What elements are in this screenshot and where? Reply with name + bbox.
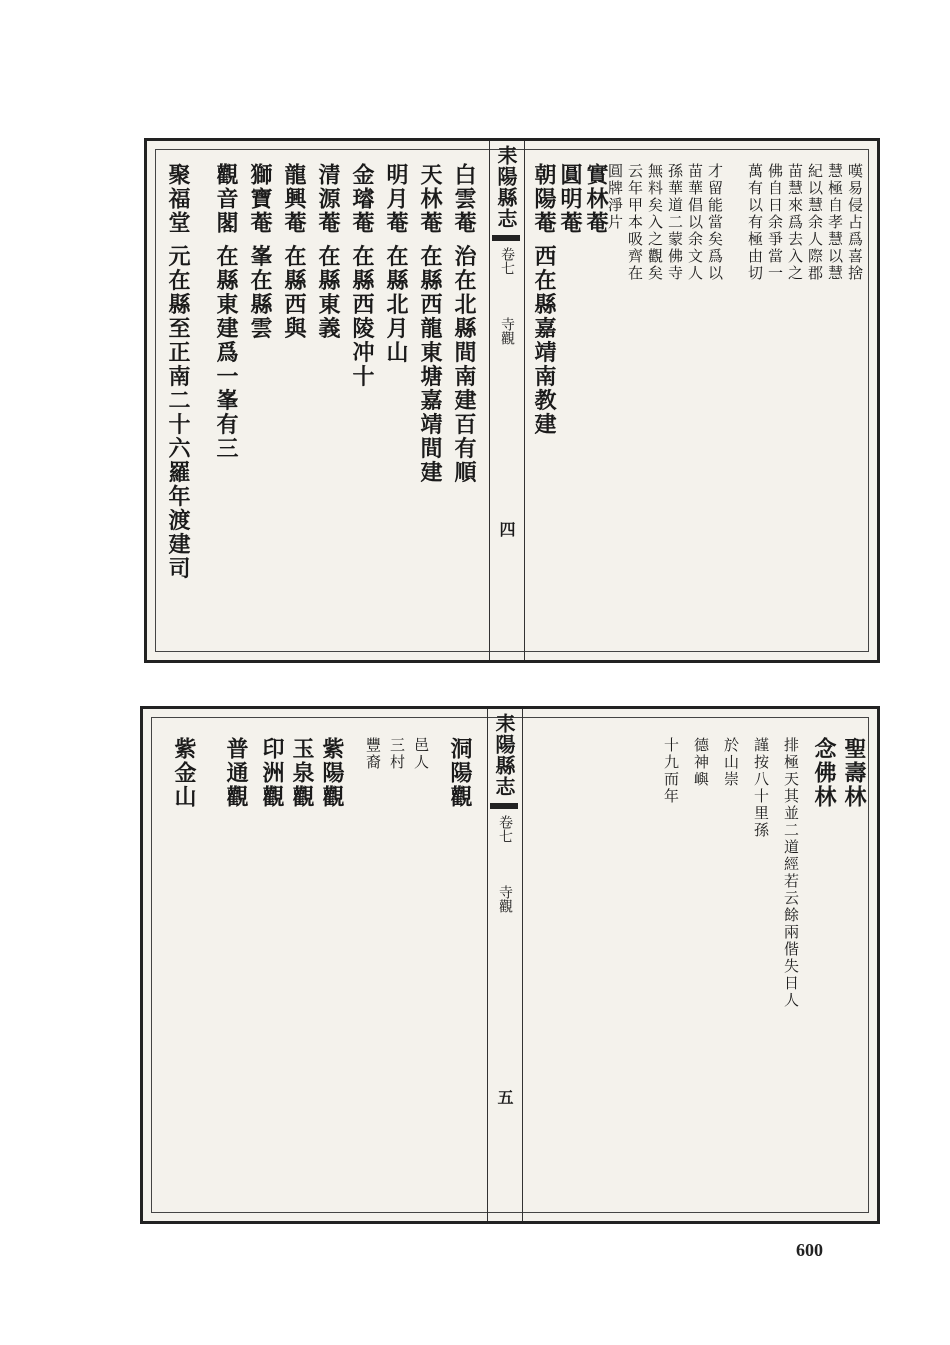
bottom-left-col: 邑人 <box>412 737 430 771</box>
bottom-entry-zijinshan: 紫金山 <box>171 737 197 809</box>
bottom-band-section: 寺觀 <box>497 885 513 913</box>
top-fish-tail-mark <box>492 235 520 241</box>
top-entry-baiyun: 白雲菴 治在北縣間南建百有順 <box>451 163 477 485</box>
top-right-col: 才留能當矣爲以 <box>706 163 724 282</box>
top-heading-chaoyang: 朝陽菴 西在縣嘉靖南教建 <box>531 163 557 437</box>
top-center-band <box>489 141 525 660</box>
top-heading-shilin: 實林菴 <box>583 163 609 235</box>
bottom-band-juan: 卷七 <box>497 815 513 843</box>
bottom-heading-shengshou: 聖壽林 <box>841 737 867 809</box>
bottom-entry-yinzhou: 印洲觀 <box>259 737 285 809</box>
top-entry-mingyue: 明月菴 在縣北月山 <box>383 163 409 365</box>
top-entry-qingyuan: 清源菴 在縣東義 <box>315 163 341 341</box>
top-entry-guanyin: 觀音閣 在縣東建爲一峯有三 <box>213 163 239 461</box>
top-entry-tianlin: 天林菴 在縣西龍東塘嘉靖間建 <box>417 163 443 485</box>
top-band-title: 耒陽縣志 <box>494 145 518 229</box>
bottom-entry-ziyang: 紫陽觀 <box>319 737 345 809</box>
top-right-col: 佛自日余爭當一 <box>766 163 784 282</box>
top-right-col: 紀以慧余人際郡 <box>806 163 824 282</box>
top-right-col: 苗慧來爲去入之 <box>786 163 804 282</box>
bottom-fish-tail-mark <box>490 803 518 809</box>
bottom-entry-dongyang: 洞陽觀 <box>447 737 473 809</box>
top-right-col: 圓牌淨片 <box>606 163 624 231</box>
top-band-juan: 卷七 <box>499 247 515 275</box>
top-right-col: 孫華道二蒙佛寺 <box>666 163 684 282</box>
top-band-page-number: 四 <box>497 521 516 537</box>
bottom-right-col: 十九而年 <box>662 737 680 805</box>
top-right-col: 慧極自孝慧以慧 <box>826 163 844 282</box>
top-right-col: 嘆易侵占爲喜捨 <box>846 163 864 282</box>
top-heading-yuanming: 圓明菴 <box>557 163 583 235</box>
top-right-col: 萬有以有極由切 <box>746 163 764 282</box>
top-entry-shibao: 獅寶菴 峯在縣雲 <box>247 163 273 341</box>
bottom-entry-putong: 普通觀 <box>223 737 249 809</box>
bottom-heading-nianfo: 念佛林 <box>811 737 837 809</box>
bottom-right-col: 德神嶼 <box>692 737 710 788</box>
bottom-left-col: 三村 <box>388 737 406 771</box>
top-right-col: 云年甲本吸齊在 <box>626 163 644 282</box>
bottom-right-col: 謹按八十里孫 <box>752 737 770 839</box>
bottom-right-col: 於山崇 <box>722 737 740 788</box>
bottom-left-col: 豐裔 <box>364 737 382 771</box>
bottom-band-page-number: 五 <box>495 1089 514 1105</box>
page-bottom <box>140 706 880 1224</box>
top-entry-jinxuan: 金璿菴 在縣西陵冲十 <box>349 163 375 389</box>
bottom-band-title: 耒陽縣志 <box>492 713 516 797</box>
folio-page-number: 600 <box>796 1240 823 1260</box>
page-top <box>144 138 880 663</box>
bottom-center-band <box>487 709 523 1221</box>
bottom-right-col: 排極天其並二道經若云餘兩偕失日人 <box>782 737 800 1009</box>
bottom-entry-yuquan: 玉泉觀 <box>289 737 315 809</box>
top-right-col: 苗華倡以余文人 <box>686 163 704 282</box>
top-band-section: 寺觀 <box>499 317 515 345</box>
top-entry-longxing: 龍興菴 在縣西與 <box>281 163 307 341</box>
top-entry-jufu: 聚福堂 元在縣至正南二十六羅年渡建司 <box>165 163 191 581</box>
top-right-col: 無料矣入之觀矣 <box>646 163 664 282</box>
